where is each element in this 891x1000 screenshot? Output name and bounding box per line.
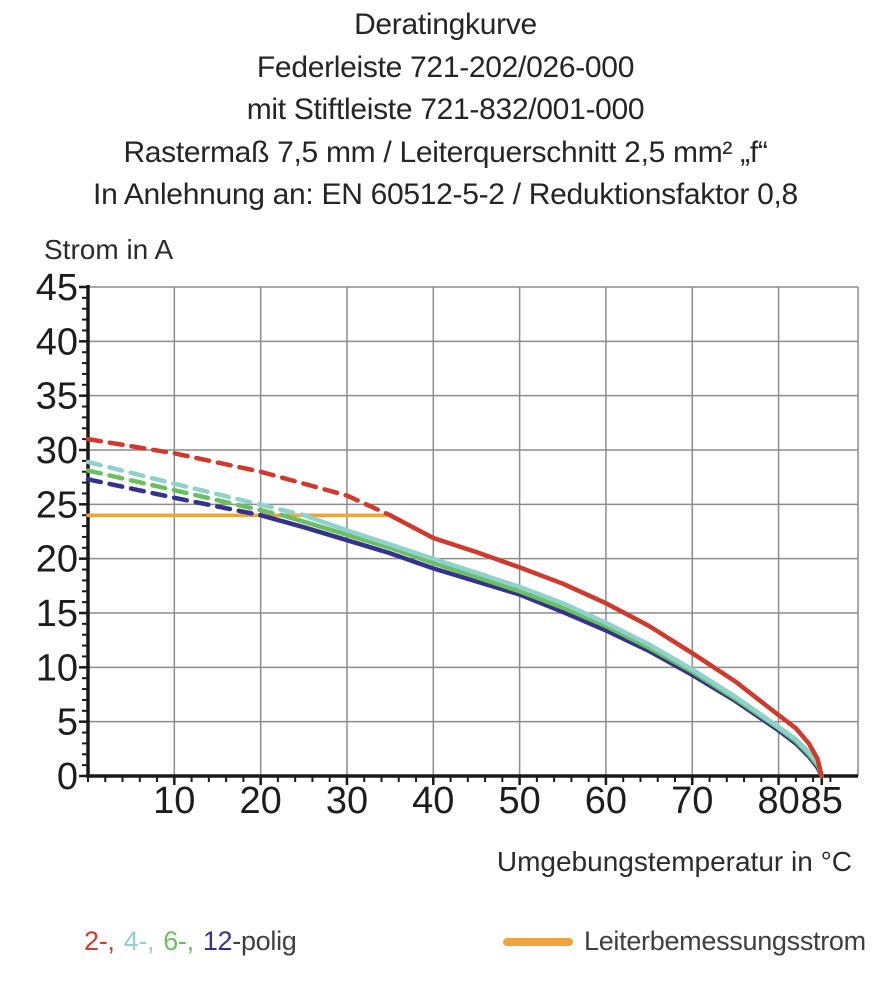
curve-6-polig <box>282 515 822 776</box>
title-line-4: Rastermaß 7,5 mm / Leiterquerschnitt 2,5 mm² „f“ <box>123 135 768 169</box>
x-tick-label: 30 <box>325 780 369 822</box>
title-line-1: Deratingkurve <box>354 8 537 41</box>
y-tick-label: 25 <box>35 484 78 527</box>
title-line-2: Federleiste 721-202/026-000 <box>256 50 635 84</box>
curve-12-polig <box>261 515 822 776</box>
legend-pole-12: 12 <box>202 926 233 956</box>
legend-pole-2: 2-, <box>84 926 115 956</box>
x-tick-label: 50 <box>498 780 541 822</box>
x-tick-label: 10 <box>153 780 196 822</box>
y-tick-label: 20 <box>35 538 78 581</box>
legend-pole-suffix: -polig <box>232 926 297 956</box>
x-axis-label: Umgebungstemperatur in °C <box>496 846 852 877</box>
rated-current-line-swatch <box>503 938 573 946</box>
y-tick-label: 30 <box>35 430 78 472</box>
x-tick-label: 40 <box>412 780 455 822</box>
curve-dashed-4-polig <box>88 462 304 515</box>
curve-dashed-6-polig <box>88 471 282 516</box>
y-tick-label: 0 <box>56 756 78 798</box>
title-line-3: mit Stiftleiste 721-832/001-000 <box>246 93 645 126</box>
y-tick-label: 40 <box>35 321 78 364</box>
rated-current-label: Leiterbemessungsstrom <box>584 926 866 956</box>
legend-pole-counts <box>84 926 297 957</box>
title-line-5: In Anlehnung an: EN 60512-5-2 / Reduktionsfaktor 0,8 <box>93 178 798 211</box>
legend-pole-6: 6-, <box>163 926 194 956</box>
legend-pole-4: 4-, <box>123 926 155 956</box>
x-tick-label: 20 <box>239 780 282 822</box>
x-tick-label: 60 <box>584 780 628 822</box>
curve-4-polig <box>304 515 822 776</box>
x-tick-label: 70 <box>671 780 714 822</box>
y-tick-label: 15 <box>35 593 78 635</box>
x-tick-label: 85 <box>800 780 843 822</box>
y-axis-label: Strom in A <box>44 234 174 265</box>
y-tick-label: 45 <box>35 267 78 309</box>
x-tick-label: 80 <box>757 780 800 822</box>
y-tick-label: 35 <box>35 375 78 418</box>
y-tick-label: 10 <box>35 647 78 690</box>
y-tick-label: 5 <box>56 701 78 744</box>
